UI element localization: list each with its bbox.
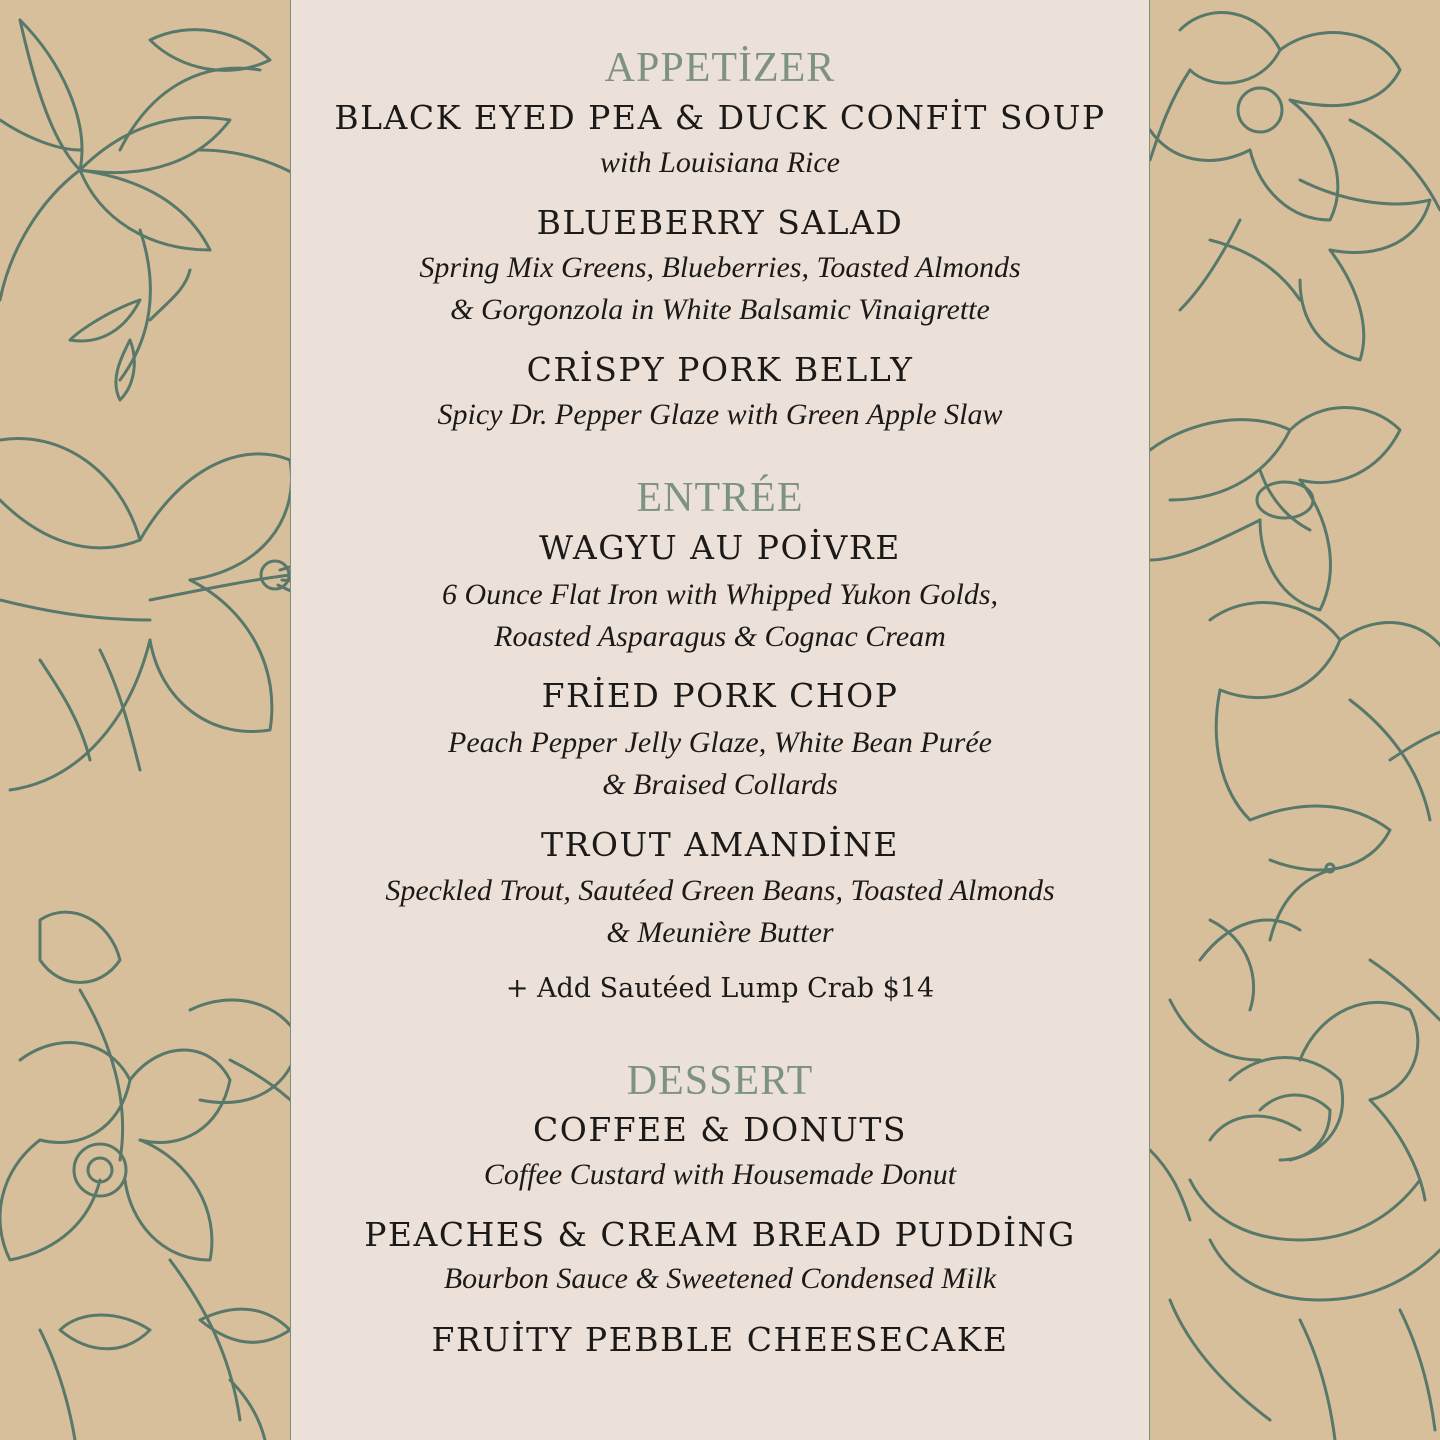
dish-name: BLUEBERRY SALAD [536, 203, 904, 242]
dish-description: Spring Mix Greens, Blueberries, Toasted Almonds [419, 251, 1021, 284]
section-heading-entree: ENTRÉE [636, 475, 804, 521]
dish-description: & Gorgonzola in White Balsamic Vinaigrette [450, 293, 990, 326]
dish-name: PEACHES & CREAM BREAD PUDDİNG [364, 1215, 1076, 1254]
left-floral-border [0, 0, 290, 1440]
dish-name: FRİED PORK CHOP [541, 676, 899, 715]
addon-note: + Add Sautéed Lump Crab $14 [505, 973, 935, 1004]
dish-description: Peach Pepper Jelly Glaze, White Bean Purée [448, 726, 992, 759]
dish-description: Bourbon Sauce & Sweetened Condensed Milk [443, 1262, 997, 1295]
dish-name: FRUİTY PEBBLE CHEESECAKE [431, 1320, 1009, 1359]
dish-name: BLACK EYED PEA & DUCK CONFİT SOUP [334, 98, 1106, 137]
dish-description: Speckled Trout, Sautéed Green Beans, Toasted Almonds [385, 874, 1055, 907]
dish-description: 6 Ounce Flat Iron with Whipped Yukon Golds, [441, 578, 999, 611]
dish-name: TROUT AMANDİNE [540, 825, 899, 864]
floral-line-art-icon [0, 0, 290, 1440]
right-floral-border [1150, 0, 1440, 1440]
dish-description: & Meunière Butter [606, 916, 834, 949]
dish-description: Spicy Dr. Pepper Glaze with Green Apple Slaw [437, 398, 1003, 431]
dish-name: CRİSPY PORK BELLY [526, 350, 914, 389]
menu-panel [290, 0, 1150, 1440]
dish-name: WAGYU AU POİVRE [539, 528, 901, 567]
dish-description: with Louisiana Rice [600, 146, 840, 179]
dish-description: Roasted Asparagus & Cognac Cream [494, 620, 946, 653]
dish-name: COFFEE & DONUTS [533, 1110, 907, 1149]
floral-line-art-icon [1150, 0, 1440, 1440]
dish-description: Coffee Custard with Housemade Donut [483, 1158, 957, 1191]
section-heading-dessert: DESSERT [626, 1058, 814, 1104]
dish-description: & Braised Collards [602, 768, 838, 801]
section-heading-appetizer: APPETİZER [604, 45, 836, 91]
